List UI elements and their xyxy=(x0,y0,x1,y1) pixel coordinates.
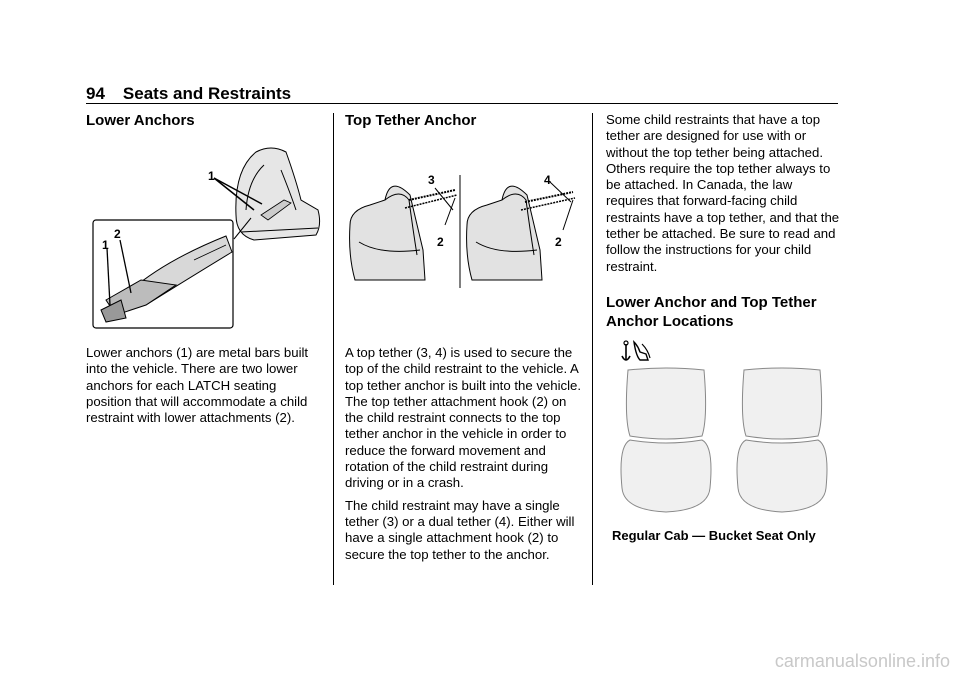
top-tether-illustration xyxy=(345,170,585,295)
lower-anchors-body: Lower anchors (1) are metal bars built into the vehicle. There are two lower anchors for each LATCH seating position that will accommodate a child restraint with lower attachments (2). xyxy=(86,345,309,426)
top-tether-para-2: The child restraint may have a single tether (3) or a dual tether (4). Either will have a single attachment hook (2) to secure the top tether to the anchor. xyxy=(345,497,575,562)
label-2-right: 2 xyxy=(555,235,562,249)
tether-requirements-body: Some child restraints that have a top tether are designed for use with or without the top tether being attached. Others require the top tether always to be attached. In Canada, the law requires that forward-facing child restraints have a top tether, and that the tether be attached. Be sure to read and follow the instructions for your child restraint. xyxy=(606,112,840,274)
label-3: 3 xyxy=(428,173,435,187)
label-2: 2 xyxy=(114,227,121,241)
lower-anchors-illustration xyxy=(86,140,326,335)
watermark: carmanualsonline.info xyxy=(774,651,950,671)
anchor-locations-diagram xyxy=(606,338,842,523)
child-seat-anchor-icon xyxy=(622,341,650,360)
page-header xyxy=(86,84,291,104)
anchor-locations-heading: Lower Anchor and Top Tether Anchor Locations xyxy=(606,294,817,330)
column-divider-2 xyxy=(592,113,593,585)
label-1-top: 1 xyxy=(208,169,215,183)
label-1-inset: 1 xyxy=(102,238,109,252)
label-4: 4 xyxy=(544,173,551,187)
top-tether-para-1: A top tether (3, 4) is used to secure the top of the child restraint to the vehicle. A top tether anchor is built into the vehicle. The top tether attachment hook (2) on the child restraint connects to the top tether anchor in the vehicle in order to reduce the forward movement and rotation of the child restraint during driving or in a crash. xyxy=(345,345,582,491)
top-tether-body xyxy=(345,345,585,569)
header-rule xyxy=(86,103,838,104)
page-number: 94 xyxy=(86,84,105,103)
lower-anchors-heading: Lower Anchors xyxy=(86,112,195,129)
top-tether-heading: Top Tether Anchor xyxy=(345,112,477,129)
section-title: Seats and Restraints xyxy=(122,84,292,103)
column-divider-1 xyxy=(333,113,334,585)
anchor-locations-caption: Regular Cab — Bucket Seat Only xyxy=(612,528,816,543)
label-2-left: 2 xyxy=(437,235,444,249)
